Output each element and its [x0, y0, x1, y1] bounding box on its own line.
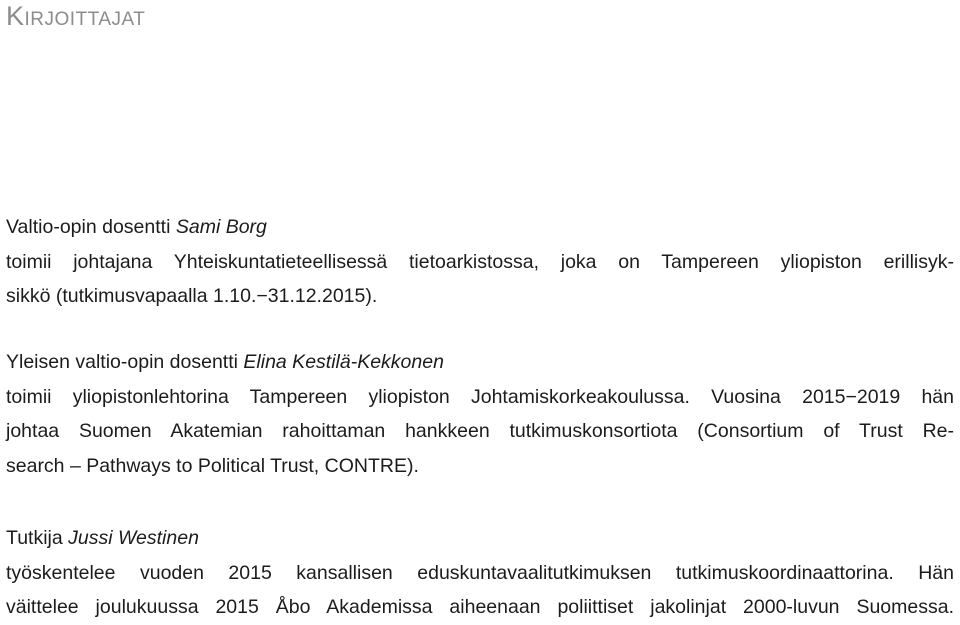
page-title: Kirjoittajat — [6, 1, 146, 31]
author-title-line — [6, 345, 954, 380]
author-role: Valtio-opin dosentti — [6, 216, 171, 238]
author-title-line — [6, 210, 954, 245]
author-description-line: johtaa Suomen Akatemian rahoittaman hankkeen tutkimuskonsortiota (Consortium of Trust Re- — [6, 420, 954, 442]
author-description-line: sikkö (tutkimusvapaalla 1.10.−31.12.2015). — [6, 285, 378, 307]
author-title-line — [6, 521, 954, 556]
author-name: Sami Borg — [175, 216, 267, 238]
author-entry-westinen — [6, 521, 954, 625]
author-name: Jussi Westinen — [68, 527, 199, 549]
author-entry-borg — [6, 210, 954, 314]
author-description-line: search – Pathways to Political Trust, CONTRE). — [6, 454, 419, 477]
author-description-line: väittelee joulukuussa 2015 Åbo Akademissa aiheenaan poliittiset jakolinjat 2000-luvun Suomessa. — [6, 596, 954, 618]
author-description-line: toimii johtajana Yhteiskuntatieteellisessä tietoarkistossa, joka on Tampereen yliopiston erillisyk- — [6, 250, 954, 273]
author-role: Tutkija — [6, 527, 63, 549]
author-description-line: työskentelee vuoden 2015 kansallisen eduskuntavaalitutkimuksen tutkimuskoordinaattorina. Hän — [6, 561, 954, 584]
author-role: Yleisen valtio-opin dosentti — [6, 351, 238, 373]
author-name: Elina Kestilä-Kekkonen — [243, 351, 444, 373]
author-description-line: toimii yliopistonlehtorina Tampereen yliopiston Johtamiskorkeakoulussa. Vuosina 2015−2019 hän — [6, 385, 954, 408]
author-entry-kestila-kekkonen — [6, 345, 954, 483]
